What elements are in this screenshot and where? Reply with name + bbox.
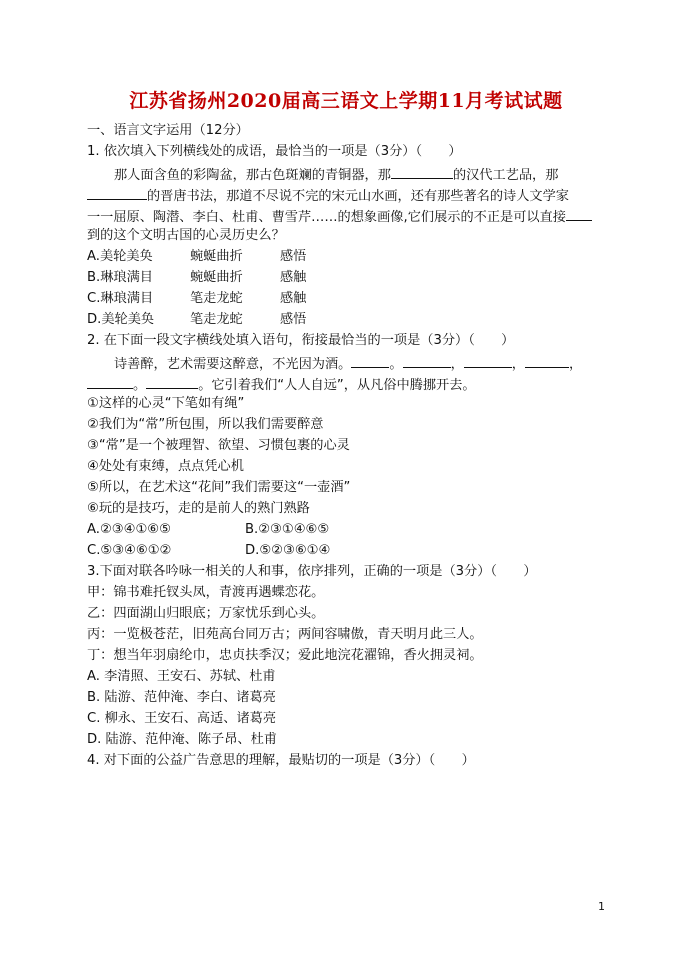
q1-passage-line-2 bbox=[87, 185, 569, 206]
document-title: 江苏省扬州2020届高三语文上学期11月考试试题 bbox=[129, 90, 563, 112]
q2-passage-line-1: 诗善醉，艺术需要这醉意，不光因为酒。 。 ， ， ， bbox=[114, 353, 582, 374]
q3-option-d: D. 陆游、范仲淹、陈子昂、杜甫 bbox=[87, 732, 277, 747]
answer-blank bbox=[87, 374, 133, 389]
answer-blank bbox=[403, 353, 451, 368]
answer-blank bbox=[464, 353, 512, 368]
q3-option-c: C. 柳永、王安石、高适、诸葛亮 bbox=[87, 711, 277, 726]
q3-option-a: A. 李清照、王安石、苏轼、杜甫 bbox=[87, 669, 276, 684]
q1-passage-line-4: 到的这个文明古国的心灵历史么？ bbox=[87, 228, 285, 243]
q2-item-5: ⑤所以，在艺术这“花间”我们需要这“一壶酒” bbox=[87, 480, 351, 495]
q1-option-b: B.琳琅满目 蜿蜒曲折 感触 bbox=[87, 270, 307, 285]
q3-stem: 3.下面对联各吟咏一相关的人和事，依序排列，正确的一项是（3分）（ ） bbox=[87, 564, 537, 579]
section-heading: 一、语言文字运用（12分） bbox=[87, 123, 249, 138]
q1-passage-line-3 bbox=[87, 206, 592, 227]
q3-couplet-bing: 丙：一览极苍茫，旧苑高台同万古；两间容啸傲，青天明月此三人。 bbox=[87, 627, 483, 642]
q2-item-3: ③“常”是一个被理智、欲望、习惯包裹的心灵 bbox=[87, 438, 350, 453]
q2-item-4: ④处处有束缚，点点凭心机 bbox=[87, 459, 244, 474]
answer-blank bbox=[87, 185, 147, 200]
q2-item-1: ①这样的心灵“下笔如有绳” bbox=[87, 396, 245, 411]
q1-text: 那人面含鱼的彩陶盆，那古色斑斓的青铜器，那 bbox=[114, 168, 391, 183]
answer-blank bbox=[351, 353, 389, 368]
q3-option-b: B. 陆游、范仲淹、李白、诸葛亮 bbox=[87, 690, 276, 705]
q1-text: 一一屈原、陶潜、李白、杜甫、曹雪芹……的想象画像,它们展示的不正是可以直接 bbox=[87, 210, 566, 225]
q1-passage-line-1 bbox=[114, 164, 558, 185]
q2-option-b: B.②③①④⑥⑤ bbox=[245, 522, 330, 537]
q1-stem: 1. 依次填入下列横线处的成语，最恰当的一项是（3分）（ ） bbox=[87, 144, 462, 159]
answer-blank bbox=[566, 206, 592, 221]
q2-item-6: ⑥玩的是技巧，走的是前人的熟门熟路 bbox=[87, 501, 310, 516]
answer-blank bbox=[525, 353, 569, 368]
q2-passage-line-2: 。 。它引着我们“人人自远”，从凡俗中腾挪开去。 bbox=[87, 374, 476, 395]
q2-item-2: ②我们为“常”所包围，所以我们需要醉意 bbox=[87, 417, 324, 432]
q2-option-a: A.②③④①⑥⑤ bbox=[87, 522, 171, 537]
q3-couplet-jia: 甲：锦书难托钗头凤，青渡再遇蝶恋花。 bbox=[87, 585, 325, 600]
q3-couplet-ding: 丁：想当年羽扇纶巾，忠贞扶季汉；爱此地浣花濯锦，香火拥灵祠。 bbox=[87, 648, 483, 663]
q1-text: 的汉代工艺品，那 bbox=[452, 168, 559, 183]
q1-option-a: A.美轮美奂 蜿蜒曲折 感悟 bbox=[87, 249, 307, 264]
q1-option-c: C.琳琅满目 笔走龙蛇 感触 bbox=[87, 291, 307, 306]
q1-option-d: D.美轮美奂 笔走龙蛇 感悟 bbox=[87, 312, 307, 327]
q2-stem: 2. 在下面一段文字横线处填入语句，衔接最恰当的一项是（3分）（ ） bbox=[87, 333, 515, 348]
answer-blank bbox=[391, 164, 453, 179]
q2-option-d: D.⑤②③⑥①④ bbox=[245, 543, 331, 558]
page-number: 1 bbox=[598, 900, 605, 913]
q2-option-c: C.⑤③④⑥①② bbox=[87, 543, 172, 558]
q3-couplet-yi: 乙：四面湖山归眼底；万家忧乐到心头。 bbox=[87, 606, 325, 621]
answer-blank bbox=[146, 374, 198, 389]
q4-stem: 4. 对下面的公益广告意思的理解，最贴切的一项是（3分）（ ） bbox=[87, 753, 475, 768]
q1-text: 的晋唐书法，那道不尽说不完的宋元山水画，还有那些著名的诗人文学家 bbox=[147, 189, 569, 204]
